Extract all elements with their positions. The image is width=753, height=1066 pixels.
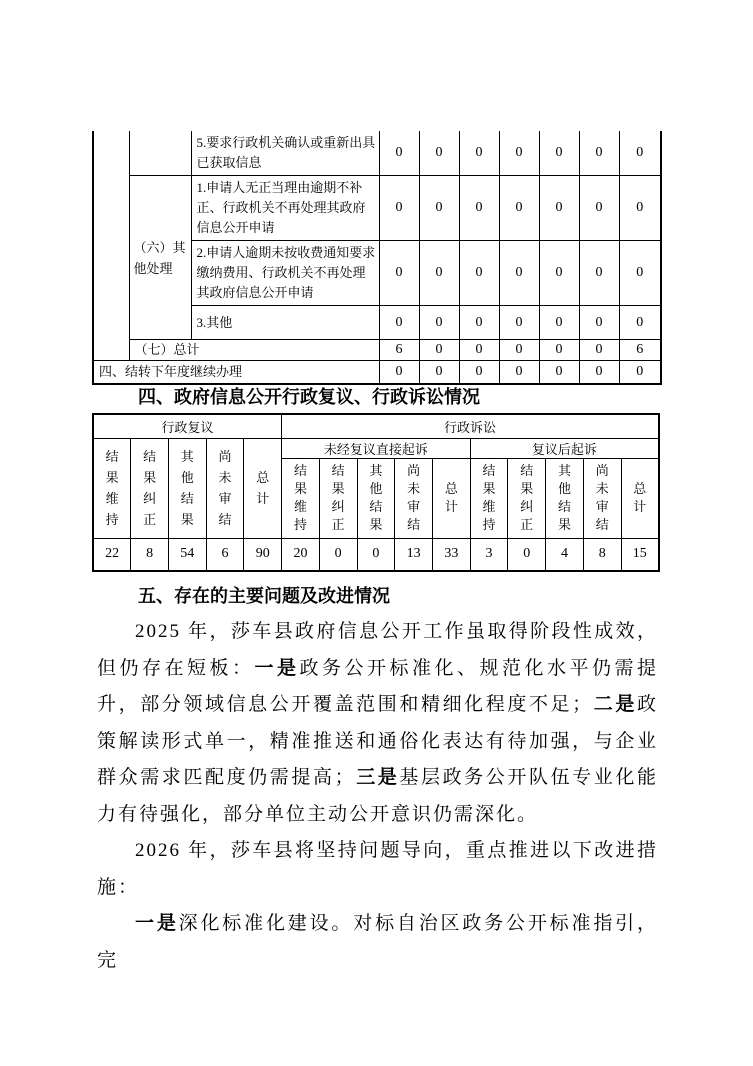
value-cell: 0 [619, 176, 661, 241]
value-cell: 0 [459, 241, 499, 306]
value-cell: 0 [379, 306, 419, 340]
table-row-total [93, 340, 661, 361]
value-cell: 0 [379, 131, 419, 176]
value-cell: 0 [539, 361, 579, 384]
table-row [93, 131, 661, 176]
column-header-cell: 其他结果 [357, 458, 395, 538]
value-cell: 0 [379, 361, 419, 384]
value-cell: 0 [619, 361, 661, 384]
text-segment: 基层政务公开队伍专业化能力有待强化，部分单位主动公开意识仍需深化。 [97, 767, 658, 825]
data-cell: 4 [546, 538, 584, 571]
group-label-cell: （六）其他处理 [129, 176, 191, 340]
table-row-groups [93, 414, 659, 438]
value-cell: 0 [419, 340, 459, 361]
table-row [93, 176, 661, 241]
data-cell: 0 [357, 538, 395, 571]
data-cell: 15 [621, 538, 659, 571]
value-cell: 0 [579, 176, 619, 241]
value-cell: 0 [619, 306, 661, 340]
value-cell: 0 [459, 131, 499, 176]
column-header-cell: 其他结果 [168, 438, 206, 538]
row-label-cell: 1.申请人无正当理由逾期不补正、行政机关不再处理其政府信息公开申请 [191, 176, 379, 241]
value-cell: 0 [539, 241, 579, 306]
value-cell: 0 [419, 361, 459, 384]
column-header-cell: 结果维持 [470, 458, 508, 538]
value-cell: 0 [459, 176, 499, 241]
section4-heading: 四、政府信息公开行政复议、行政诉讼情况 [138, 387, 480, 407]
value-cell: 0 [579, 306, 619, 340]
column-header-cell: 尚未审结 [395, 458, 433, 538]
value-cell: 0 [419, 176, 459, 241]
data-cell: 33 [432, 538, 470, 571]
appeal-litigation-table [92, 413, 660, 572]
text-segment-bold: 一是 [254, 657, 300, 679]
value-cell: 0 [539, 131, 579, 176]
carryover-table [92, 131, 662, 385]
data-cell: 90 [244, 538, 282, 571]
data-cell: 0 [508, 538, 546, 571]
value-cell: 0 [499, 176, 539, 241]
value-cell: 0 [619, 241, 661, 306]
data-cell: 0 [319, 538, 357, 571]
column-header-cell: 其他结果 [546, 458, 584, 538]
value-cell: 0 [539, 340, 579, 361]
value-cell: 0 [459, 306, 499, 340]
paragraph-problems [97, 614, 658, 833]
total-label-cell: （七）总计 [129, 340, 379, 361]
table-row-carryover [93, 361, 661, 384]
column-header-cell: 结果纠正 [508, 458, 546, 538]
value-cell: 0 [499, 340, 539, 361]
column-header-cell: 结果纠正 [131, 438, 169, 538]
table-row-subgroups [93, 438, 659, 458]
value-cell: 0 [579, 131, 619, 176]
data-cell: 8 [131, 538, 169, 571]
value-cell: 0 [499, 241, 539, 306]
value-cell: 0 [579, 340, 619, 361]
value-cell: 0 [579, 241, 619, 306]
text-segment: 政策解读形式单一，精准推送和通俗化表达有待加强，与企业群众需求匹配度仍需提高； [97, 694, 658, 788]
group-header-cell: 行政复议 [93, 414, 282, 438]
column-header-cell: 结果维持 [282, 458, 320, 538]
column-header-cell: 总计 [244, 438, 282, 538]
text-segment: 深化标准化建设。对标自治区政务公开标准指引，完 [97, 913, 658, 971]
paragraph-plan-intro [97, 833, 658, 906]
value-cell: 0 [579, 361, 619, 384]
empty-subcategory-cell [129, 131, 191, 176]
data-cell: 54 [168, 538, 206, 571]
value-cell: 0 [619, 131, 661, 176]
text-segment-bold: 二是 [593, 694, 637, 715]
row-label-cell: 2.申请人逾期未按收费通知要求缴纳费用、行政机关不再处理其政府信息公开申请 [191, 241, 379, 306]
row-label-cell: 5.要求行政机关确认或重新出具已获取信息 [191, 131, 379, 176]
data-cell: 8 [583, 538, 621, 571]
value-cell: 0 [419, 241, 459, 306]
carryover-label-cell: 四、结转下年度继续办理 [93, 361, 379, 384]
column-header-cell: 尚未审结 [206, 438, 244, 538]
row-label-cell: 3.其他 [191, 306, 379, 340]
value-cell: 0 [379, 176, 419, 241]
data-cell: 20 [282, 538, 320, 571]
value-cell: 0 [539, 176, 579, 241]
section5-heading: 五、存在的主要问题及改进情况 [138, 586, 390, 606]
subgroup-header-cell: 未经复议直接起诉 [282, 438, 471, 458]
data-cell: 22 [93, 538, 131, 571]
table-row-data [93, 538, 659, 571]
value-cell: 0 [379, 241, 419, 306]
value-cell: 6 [619, 340, 661, 361]
value-cell: 0 [459, 361, 499, 384]
column-header-cell: 结果维持 [93, 438, 131, 538]
text-segment: 2026 年，莎车县将坚持问题导向，重点推进以下改进措施： [97, 840, 658, 898]
data-cell: 13 [395, 538, 433, 571]
column-header-cell: 总计 [432, 458, 470, 538]
value-cell: 0 [459, 340, 499, 361]
column-header-cell: 结果纠正 [319, 458, 357, 538]
subgroup-header-cell: 复议后起诉 [470, 438, 659, 458]
column-header-cell: 总计 [621, 458, 659, 538]
text-segment: 政务公开标准化、规范化水平仍需提升，部分领域信息公开覆盖范围和精细化程度不足； [97, 657, 658, 715]
text-segment-bold: 一是 [135, 913, 179, 934]
column-header-cell: 尚未审结 [583, 458, 621, 538]
value-cell: 0 [539, 306, 579, 340]
value-cell: 0 [419, 131, 459, 176]
data-cell: 3 [470, 538, 508, 571]
value-cell: 0 [499, 131, 539, 176]
text-segment: 2025 年，莎车县政府信息公开工作虽取得阶段性成效，但仍存在短板： [97, 621, 658, 679]
value-cell: 0 [419, 306, 459, 340]
body-text [97, 614, 658, 979]
text-segment-bold: 三是 [355, 767, 400, 788]
paragraph-measure-one [97, 906, 658, 979]
group-header-cell: 行政诉讼 [282, 414, 659, 438]
continued-category-cell [93, 131, 129, 361]
value-cell: 0 [499, 306, 539, 340]
value-cell: 6 [379, 340, 419, 361]
value-cell: 0 [499, 361, 539, 384]
data-cell: 6 [206, 538, 244, 571]
